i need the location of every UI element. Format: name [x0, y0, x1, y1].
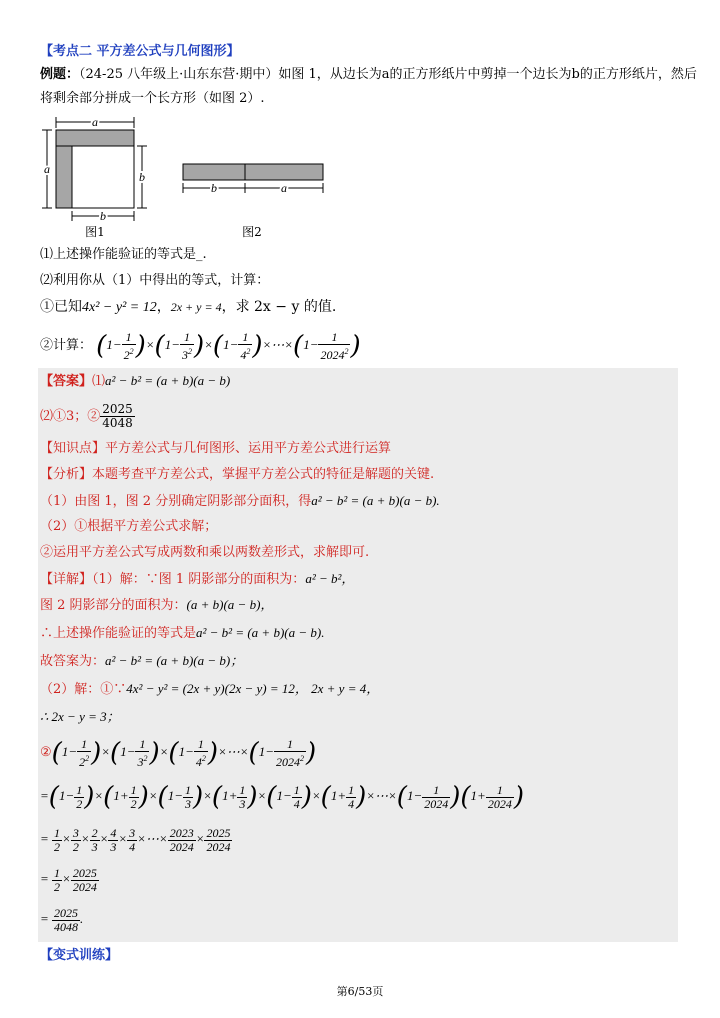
detail-line-11: = $\frac{2025}{4048}$ . — [40, 905, 84, 934]
detail-5-prefix: （2）解：①∵ — [40, 682, 127, 697]
page-footer: 第6/53页 — [336, 985, 384, 998]
example-label: 例题： — [40, 67, 80, 82]
q2b-prefix: ②计算： — [40, 338, 93, 353]
fig1-label-bottom: b — [100, 209, 106, 223]
detail-7-expression: (1− $\frac{1}{2^2}$ )×(1− $\frac{1}{3^2}$ )×(1− $\frac{1}{4^2}$ )×⋯×(1− $\frac{1}{2024^2}$ ) — [51, 736, 317, 769]
question-2a — [40, 298, 336, 317]
answer-2-prefix: ⑵①3；② — [40, 409, 101, 424]
knowledge-point: 【知识点】平方差公式与几何图形、运用平方差公式进行运算 — [40, 441, 392, 456]
detail-line-6: ∴ 2x − y = 3； — [40, 709, 120, 724]
analysis-2-expression: a² − b² = (a + b)(a − b). — [311, 493, 440, 508]
q2a-sep: ， — [156, 299, 171, 315]
detail-3-expression: a² − b² = (a + b)(a − b). — [196, 625, 325, 640]
fig2-label-b: b — [211, 181, 217, 195]
analysis-2-prefix: （1）由图 1，图 2 分别确定阴影部分面积，得 — [40, 494, 312, 509]
q2a-expression-2: 2x + y = 4 — [170, 300, 222, 314]
detail-1-expression: a² − b²， — [305, 571, 355, 586]
detail-line-4 — [40, 652, 243, 671]
detail-line-3 — [40, 624, 324, 643]
detail-line-8: =(1− $\frac{1}{2}$ )×(1+ $\frac{1}{2}$ )×(1− $\frac{1}{3}$ )×(1+ $\frac{1}{3}$ )×(1− $\frac{1}{4}$ )×(1+ $\frac{1}{4}$ )×⋯×(1− $\frac{1}{2024}$ )(1+ $\frac{1}{2024}$ ) — [40, 782, 524, 813]
figures-diagram — [38, 112, 338, 242]
question-2b — [40, 328, 361, 362]
detail-line-10: = $\frac{1}{2}$ × $\frac{2025}{2024}$ — [40, 865, 97, 894]
detail-line-1 — [40, 570, 354, 589]
example-line-2: 将剩余部分拼成一个长方形（如图 2）. — [40, 91, 265, 106]
detail-1-prefix: 【详解】（1）解：∵图 1 阴影部分的面积为： — [40, 572, 306, 587]
fig1-label-left: a — [44, 162, 50, 176]
detail-2-prefix: 图 2 阴影部分的面积为： — [40, 598, 187, 613]
detail-10-prefix: = — [40, 871, 53, 886]
detail-2-expression: (a + b)(a − b)， — [186, 597, 274, 612]
detail-9-prefix: = — [40, 831, 53, 846]
detail-7-prefix: ② — [40, 745, 52, 760]
detail-line-5 — [40, 680, 379, 699]
detail-5-expression: 4x² − y² = (2x + y)(2x − y) = 12， 2x + y = 4， — [126, 681, 380, 696]
answer-1-prefix: ⑴ — [92, 374, 106, 389]
fig2-rectangle — [183, 164, 323, 180]
fig1-label-right: b — [139, 170, 145, 184]
answer-line-2 — [40, 400, 135, 434]
q2a-prefix: ①已知 — [40, 299, 82, 315]
variant-training-heading: 【变式训练】 — [40, 948, 119, 963]
analysis-line-1: 【分析】本题考查平方差公式，掌握平方差公式的特征是解题的关键. — [40, 467, 435, 482]
fig1-inner-square — [72, 146, 134, 208]
answer-1-expression: a² − b² = (a + b)(a − b) — [105, 373, 231, 388]
analysis-line-3: （2）①根据平方差公式求解； — [40, 519, 218, 534]
detail-3-prefix: ∴上述操作能验证的等式是 — [40, 626, 197, 641]
example-text-1: （24-25 八年级上·山东东营·期中）如图 1，从边长为a的正方形纸片中剪掉一个边长为b的正方形纸片，然后 — [79, 67, 697, 82]
q2a-expression: 4x² − y² = 12 — [82, 300, 157, 315]
question-2: ⑵利用你从（1）中得出的等式，计算： — [40, 273, 270, 288]
fig1-label-top: a — [92, 115, 98, 129]
detail-line-2 — [40, 596, 273, 615]
answer-2-numerator: 2025 — [102, 402, 133, 416]
fig1-caption: 图1 — [85, 225, 105, 239]
question-1: ⑴上述操作能验证的等式是_. — [40, 247, 207, 262]
detail-4-prefix: 故答案为： — [40, 654, 106, 669]
answer-2-denominator: 4048 — [102, 416, 133, 430]
detail-11-prefix: = — [40, 911, 53, 926]
detail-line-7 — [40, 734, 316, 770]
analysis-line-4: ②运用平方差公式写成两数和乘以两数差形式，求解即可. — [40, 545, 370, 560]
example-line-1 — [40, 66, 697, 84]
q2a-suffix: ，求 2x − y 的值. — [221, 299, 337, 315]
answer-line-1 — [40, 372, 230, 391]
section-heading: 【考点二 平方差公式与几何图形】 — [40, 44, 240, 59]
detail-4-expression: a² − b² = (a + b)(a − b)； — [105, 653, 244, 668]
analysis-line-2 — [40, 492, 440, 511]
q2b-product-expression: (1− $\frac{1}{2^2}$ )×(1− $\frac{1}{3^2}$ )×(1− $\frac{1}{4^2}$ )×⋯×(1− $\frac{1}{2024^2}$ ) — [96, 329, 361, 362]
fig2-caption: 图2 — [242, 225, 262, 239]
detail-line-9: = $\frac{1}{2}$ × $\frac{3}{2}$ × $\frac{2}{3}$ × $\frac{4}{3}$ × $\frac{3}{4}$ ×⋯× $\frac{2023}{2024}$ × $\frac{2025}{2024}$ — [40, 825, 231, 854]
answer-label: 【答案】 — [40, 374, 93, 389]
fig2-label-a: a — [281, 181, 287, 195]
